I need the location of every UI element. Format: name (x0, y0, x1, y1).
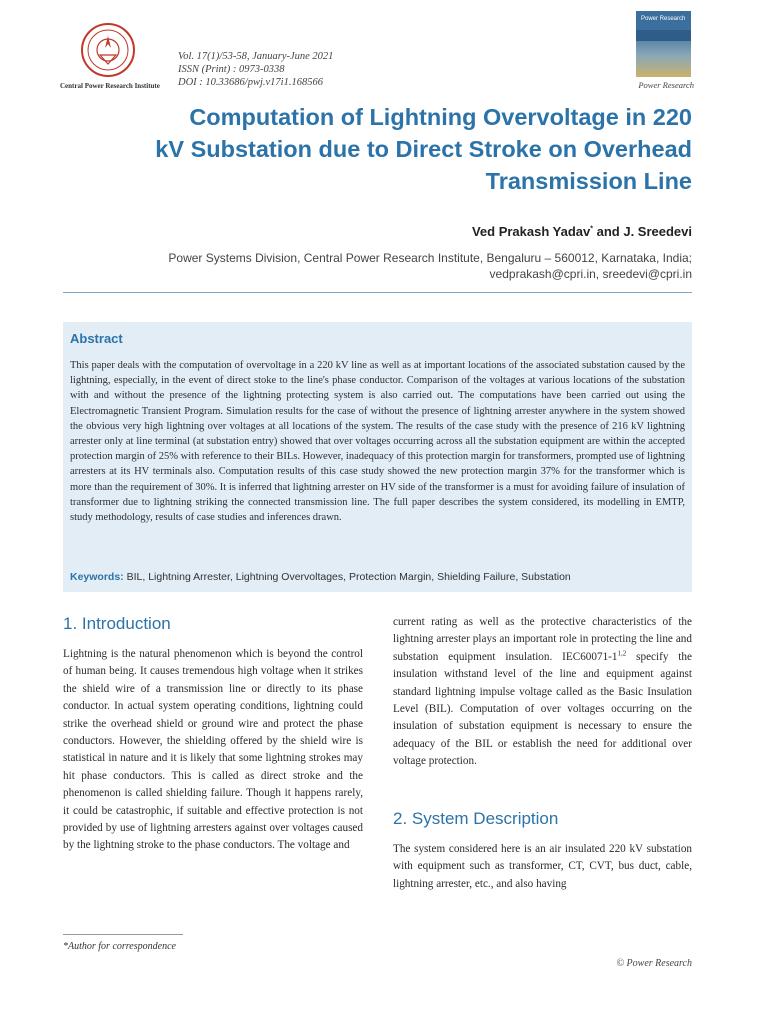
citation-ref: 1,2 (617, 649, 627, 658)
doi-line: DOI : 10.33686/pwj.v17i1.168566 (178, 77, 323, 88)
cover-caption: Power Research (638, 80, 694, 90)
logo-caption: Central Power Research Institute (60, 82, 160, 90)
keywords-label: Keywords: (70, 571, 124, 583)
introduction-text: Lightning is the natural phenomenon which is beyond the control of human being. It causes tremendous high voltage when it strikes the shield wire of a transmission line or directly to its phase conductor. In actual system operating conditions, lightning could strike the overhead shield or ground wire and protect the phase conductors. However, the shielding offered by the shield wire is statistical in nature and it is likely that some lightning strokes may hit phase conductors. This is called as direct stroke and the phenomenon is called shielding failure. Though it happens rarely, it could be catastrophic, if suitable and effective protection is not provided by use of lightning arresters against over voltages caused by the lightning stroke to the phase conductors. The voltage and (63, 648, 363, 852)
cover-image (636, 41, 691, 77)
email-line: vedprakash@cpri.in, sreedevi@cpri.in (489, 267, 692, 281)
paragraph-part: current rating as well as the protective characteristics of the lightning arrester plays an important role in protecting the line and substation equipment insulation. IEC60071-1 (393, 616, 692, 663)
journal-meta (178, 50, 333, 89)
section-heading-system-description: 2. System Description (393, 809, 559, 828)
journal-cover-thumbnail (636, 11, 691, 77)
volume-line: Vol. 17(1)/53-58, January-June 2021 (178, 51, 334, 62)
keywords (70, 571, 685, 583)
footnote: *Author for correspondence (63, 941, 176, 952)
author-first: Ved Prakash Yadav (471, 224, 591, 239)
introduction-continued-text (393, 614, 692, 771)
corresponding-mark: * (590, 225, 593, 233)
authors (300, 224, 692, 239)
title-line: kV Substation due to Direct Stroke on Overhead (155, 136, 692, 162)
system-description-text: The system considered here is an air insulated 220 kV substation with equipment such as transformer, CT, CVT, bus duct, cable, lightning arrester, etc., and also having (393, 843, 692, 890)
title-line: Transmission Line (485, 168, 692, 194)
abstract-text: This paper deals with the computation of overvoltage in a 220 kV line as well as at important locations of the associated substation caused by the lightning, especially, in the event of direct stoke to the line's phase conductor. Comparison of the voltages at various locations of the substation with and without the presence of the lightning protecting system is also carried out. The computations have been carried out using the Electromagnetic Transient Program. Simulation results for the case of without the presence of lightning arrester anywhere in the system showed the obvious very high lightning over voltages at all locations of the system. The results of the case study with the presence of 216 kV lightning arrester only at line terminal (at substation entry) showed that over voltages occurring across all the substation equipment are within the accepted protection margin of 25% with reference to their BILs. However, inadequacy of this protection margin for transformers, prompted use of lightning arresters at its HV terminals also. Computation results of this case study showed the new protection margin 37% for the transformer which is more than the requirement of 30%. It is inferred that lightning arrester on HV side of the transformer is a must for avoiding failure of insulation of transformer due to lightning striking the connected transmission line. The full paper describes the system considered, its modelling in EMTP, study methodology, results of case studies and inferences drawn. (70, 360, 685, 524)
header-divider (63, 292, 692, 293)
affiliation (150, 250, 692, 282)
cpri-logo (80, 22, 136, 78)
cover-title: Power Research (641, 16, 686, 22)
paper-title (100, 101, 692, 197)
affiliation-line: Power Systems Division, Central Power Research Institute, Bengaluru – 560012, Karnataka, India; (168, 251, 692, 265)
abstract-heading: Abstract (70, 331, 123, 346)
keywords-list: BIL, Lightning Arrester, Lightning Overvoltages, Protection Margin, Shielding Failure, Substation (123, 571, 571, 583)
footnote-rule (63, 934, 183, 935)
title-line: Computation of Lightning Overvoltage in 220 (189, 104, 692, 130)
section-heading-introduction: 1. Introduction (63, 614, 171, 633)
issn-line: ISSN (Print) : 0973-0338 (178, 64, 285, 75)
copyright: © Power Research (616, 958, 692, 969)
author-rest: and J. Sreedevi (593, 224, 692, 239)
paragraph-part: specify the insulation withstand level of the line and equipment against standard lightning impulse voltage called as the Basic Insulation Level (BIL). Computation of over voltages occurring on the insulation of substation equipment is necessary to ensure the adequacy of the BIL or establish the need for additional over voltage protection. (393, 650, 692, 768)
